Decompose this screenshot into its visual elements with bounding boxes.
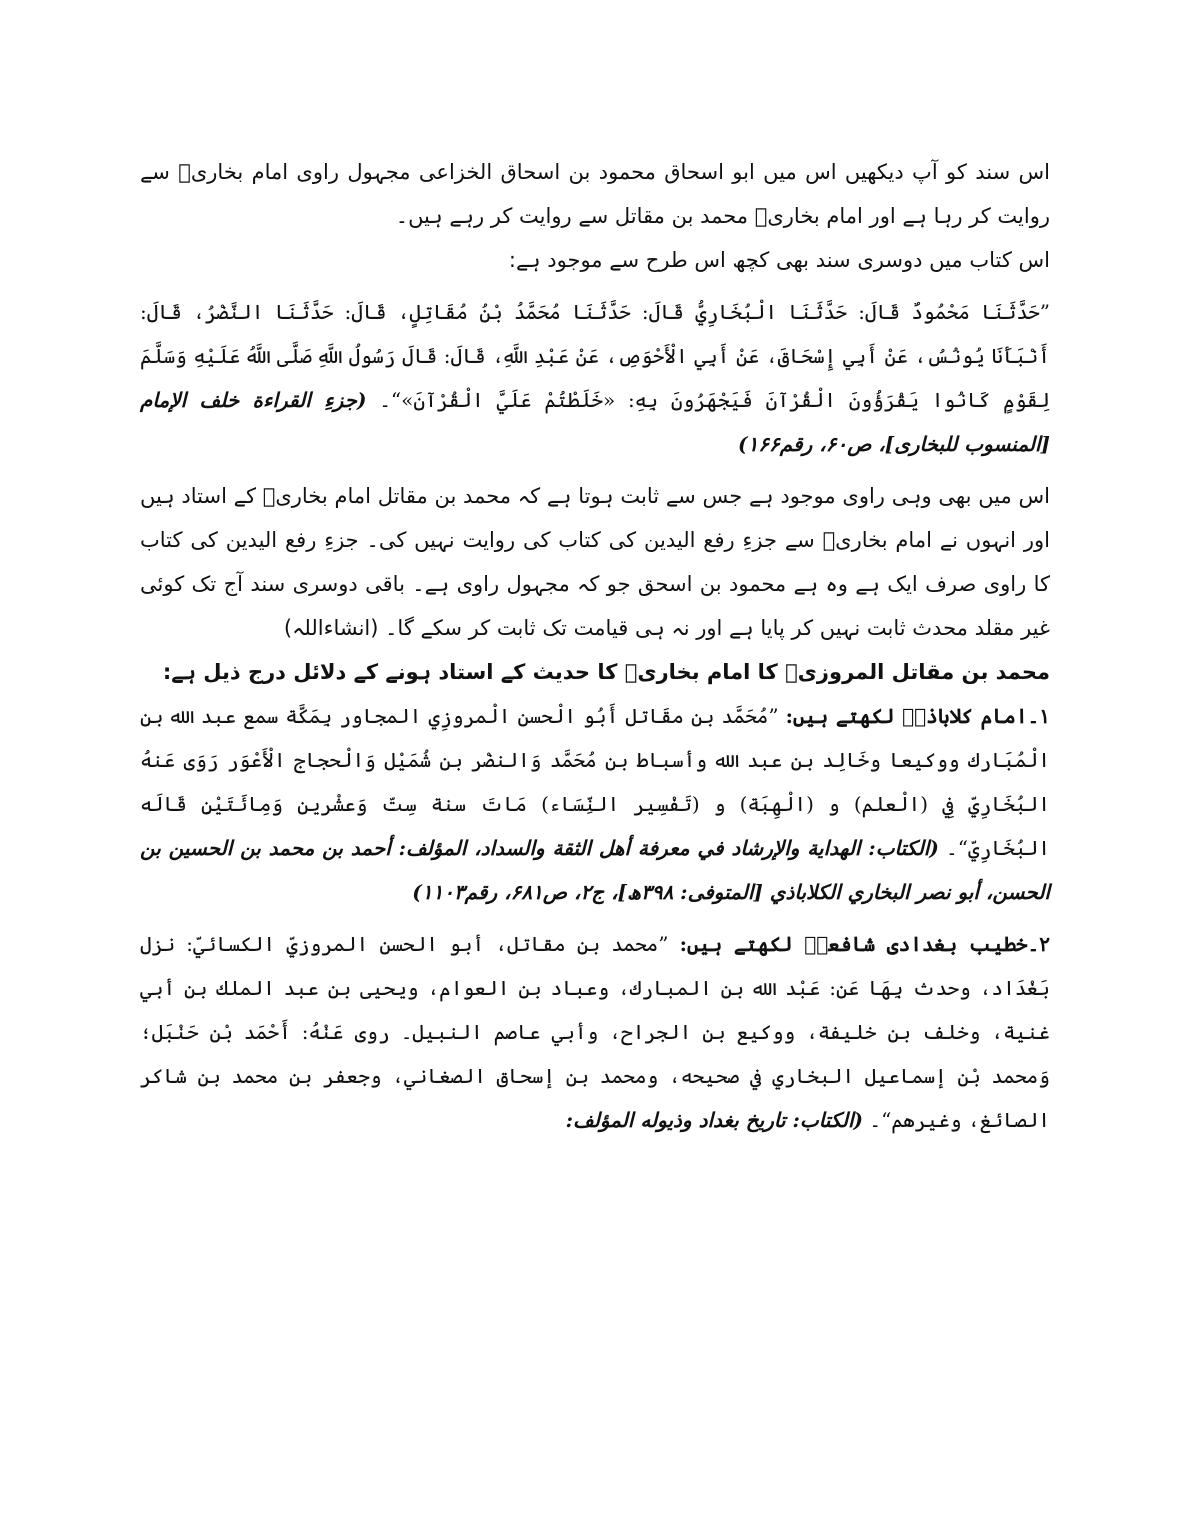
evidence-item-1-lead: ۱۔امام کلاباذیؒ لکھتے ہیں:	[785, 704, 1051, 728]
paragraph-conclusion: اس میں بھی وہی راوی موجود ہے جس سے ثابت ہوتا ہے کہ محمد بن مقاتل امام بخاریؒ کے استاد ہیں اور انہوں نے امام بخاریؒ سے جزءِ رفع الیدین کی کتاب کی روایت نہیں کی۔ جزءِ رفع الیدین کی کتاب کا راوی صرف ایک ہے وہ ہے محمود بن اسحق جو کہ مجہول راوی ہے۔ باقی دوسری سند آج تک کوئی غیر مقلد محدث ثابت نہیں کر پایا ہے اور نہ ہی قیامت تک ثابت کر سکے گا۔ (انشاءاللہ)	[140, 484, 1050, 640]
evidence-item-1	[140, 694, 1050, 914]
paragraph-second-chain: اس کتاب میں دوسری سند بھی کچھ اس طرح سے موجود ہے:	[508, 248, 1050, 272]
hadith-reference: (جزءِ القراءة خلف الإمام [المنسوب للبخاری]، ص۶۰، رقم۱۶۶)	[140, 388, 1050, 456]
evidence-item-2-lead: ۲۔خطیب بغدادی شافعیؒ لکھتے ہیں:	[679, 932, 1050, 956]
document-page	[140, 150, 1050, 1142]
paragraph-evidence-heading: محمد بن مقاتل المروزیؒ کا امام بخاریؒ کا حدیث کے استاد ہونے کے دلائل درج ذیل ہے:	[162, 660, 1050, 684]
evidence-item-1-quote: ”مُحَمَّد بن مقَاتل أَبُو الْحسن الْمروزِي المجاور بِمَكَّة سمع عبد الله بن الْمُبَارك ووكيعا وخَالِد بن عبد الله وأسباط بن مُحَمَّد وَالنضْر بن شُمَيْل وَالْحجاج الْأَعْوَر رَوَى عَنهُ البُخَارِيّ فِي (الْعلم) و (الْهِبَة) و (تَفْسِير النِّسَاء) مَاتَ سنة سِتّ وَعشْرين وَمِائَتَيْنِ قَالَه البُخَارِيّ“۔	[140, 704, 1051, 860]
evidence-item-2-quote: ”محمد بن مقاتل، أبو الحسن المروزيّ الكسائيّ: نزل بَغْدَاد، وحدث بِهَا عَن: عَبْد الله بن المبارك، وعباد بن العوام، ويحيى بن عبد الملك بن أبي غنية، وخلف بن خليفة، ووكيع بن الجراح، وأبي عاصم النبيل۔ روى عَنْهُ: أَحْمَد بْن حَنْبَل؛ وَمحمد بْن إسماعيل البخاري في صحيحه، ومحمد بن إسحاق الصغاني، وجعفر بن محمد بن شاكر الصائغ، وغيرهم“۔	[140, 932, 1050, 1132]
evidence-item-2-reference: (الکتاب: تاریخ بغداد وذیوله المؤلف:	[565, 1108, 863, 1132]
paragraph-intro: اس سند کو آپ دیکھیں اس میں ابو اسحاق محمود بن اسحاق الخزاعی مجہول راوی امام بخاریؒ سے روایت کر رہا ہے اور امام بخاریؒ محمد بن مقاتل سے روایت کر رہے ہیں۔	[140, 160, 1050, 228]
evidence-item-1-reference: (الکتاب: الهداية والإرشاد في معرفة أهل الثقة والسداد، المؤلف: أحمد بن محمد بن الحسين بن الحسن، أبو نصر البخاري الكلاباذي [المتوفى: ۳۹۸ھ]، ج۲، ص۶۸۱، رقم۱۱۰۳)	[140, 836, 1050, 904]
evidence-item-2	[140, 922, 1050, 1142]
hadith-quote-text: ”حَدَّثَنَا مَحْمُودٌ قَالَ: حَدَّثَنَا الْبُخَارِيُّ قَالَ: حَدَّثَنَا مُحَمَّدُ بْنُ مُقَاتِلٍ، قَالَ: حَدَّثَنَا النَّضْرُ، قَالَ: أَنْبَأَنَا يُونُسُ، عَنْ أَبِي إِسْحَاقَ، عَنْ أَبِي الْأَحْوَصِ، عَنْ عَبْدِ اللَّهِ، قَالَ: قَالَ رَسُولُ اللَّهِ صَلَّى اللَّهُ عَلَيْهِ وَسَلَّمَ لِقَوْمٍ كَانُوا يَقْرَؤُونَ الْقُرْآنَ فَيَجْهَرُونَ بِهِ: «خَلَطْتُمْ عَلَيَّ الْقُرْآنَ»“۔	[140, 300, 1051, 412]
hadith-quote-block	[140, 290, 1050, 466]
